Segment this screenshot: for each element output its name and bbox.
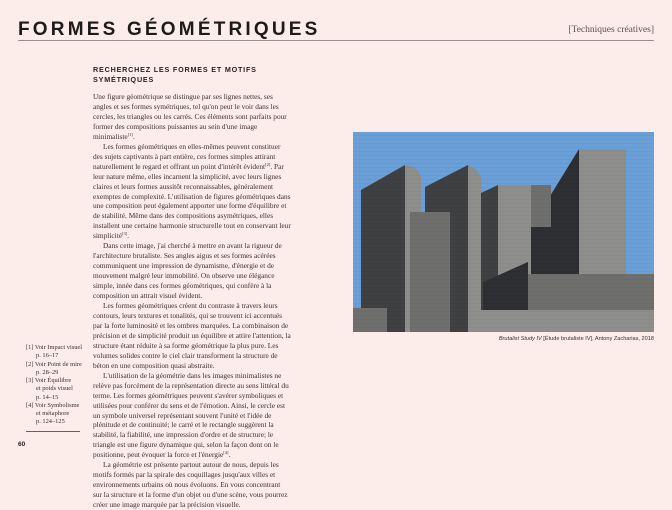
brutalist-architecture-illustration (353, 132, 654, 332)
caption-title: Brutalist Study IV (498, 336, 542, 342)
concrete-texture (353, 132, 654, 332)
page-number: 60 (18, 441, 26, 448)
footnote-label: [3] Voir Équilibre (26, 377, 72, 384)
header-rule (18, 40, 654, 41)
footnote-item (26, 361, 86, 378)
footnote-subtitle: et métaphore (36, 410, 70, 417)
article-subheading: RECHERCHEZ LES FORMES ET MOTIFS SYMÉTRIQUES (93, 65, 257, 84)
caption-credit: [Étude brutaliste IV], Antony Zacharias, 2018 (541, 336, 654, 342)
paragraph: Une figure géométrique se distingue par ses lignes nettes, ses angles et ses formes symétriques, tel qu'on peut le voir dans les cercles, les triangles ou les carrés. Ces éléments sont parfaits pour former des compositions puissantes au sein d'une image minimaliste[1]. (93, 92, 287, 141)
footnote-label: [4] Voir Symbolisme (26, 401, 80, 409)
paragraph-text: La géométrie est présente partout autour de nous, depuis les motifs formés par la spirale des coquillages jusqu'aux villes et environnements urbains où nous évoluons. En vous concentrant sur la structure et la forme d'un objet ou d'une scène, vous pourrez créer une image marquée par la précision visuelle. (93, 460, 288, 510)
paragraph-text: . (228, 450, 231, 460)
paragraph-text: Dans cette image, j'ai cherché à mettre en avant la rigueur de l'architecture brutaliste. Ses angles aigus et ses formes acérées communiquent une impression de dynamisme, d'énergie et de mouvement malgré leur immobilité. On observe une élégance simple, innée dans ces formes géométriques, qui confère à la composition un attrait visuel évident. (93, 241, 282, 301)
footnote-page: p. 124–125 (36, 418, 65, 426)
footnote-label: [2] Voir Point de mire (26, 360, 82, 368)
paragraph-text: . Par leur nature même, elles incarnent la simplicité, avec leurs lignes claires et leurs formes aussitôt reconnaissables, généralement exemptes de complexité. L'utilisation de figures géométriques dans une composition peut également apporter une forme d'équilibre et de stabilité. Même dans des compositions asymétriques, elles installent une certaine harmonie structurelle tout en conservant leur simplicité (93, 161, 291, 241)
footnote-page: p. 14–15 (36, 393, 59, 401)
paragraph-text: L'utilisation de la géométrie dans les images minimalistes ne relève pas forcément de la représentation directe au sens littéral du terme. Les formes géométriques peuvent s'avérer symboliques et utilisées pour conférer du sens et de l'émotion. Ainsi, le cercle est un symbole universel représentant souvent l'unité et l'idée de plénitude et de continuité; le carré et le rectangle suggèrent la stabilité, la fiabilité, une impression d'ordre et de structure; le triangle est une figure dynamique qui, selon la façon dont on le positionne, peut évoquer la force et l'énergie (93, 370, 289, 460)
paragraph-text: . (127, 231, 130, 241)
footnote-page: p. 28–29 (36, 368, 59, 376)
article-body (93, 92, 291, 510)
paragraph (93, 301, 291, 371)
paragraph (93, 142, 291, 242)
paragraph-text: Les formes géométriques créent du contraste à travers leurs contours, leurs textures et tonalités, qui se trouvent ici accentués par la forte luminosité et les ombres marquées. La combinaison de précision et de simplicité produit un équilibre et attire l'attention, la structure étant réduite à sa forme géométrique la plus pure. Les volumes solides contre le ciel clair transforment la structure de béton en une composition quasi abstraite. (93, 301, 291, 370)
footnote-ref: [3] (121, 231, 128, 237)
paragraph (93, 371, 291, 461)
footnote-subtitle: et poids visuel (36, 385, 73, 393)
footnote-ref: [1] (127, 131, 133, 137)
paragraph (93, 460, 291, 510)
paragraph-text: Une figure géométrique se distingue par ses lignes nettes, ses angles et ses formes symétriques, tel qu'on peut le voir dans les cercles, les triangles ou les carrés. Ces éléments sont parfaits pour former des compositions puissantes au sein d'une image minimaliste (93, 92, 287, 141)
footnote-ref: [4] (223, 450, 229, 456)
footnotes-list (26, 344, 86, 427)
footnote-rule (26, 431, 80, 432)
footnote-item (26, 377, 86, 402)
photo-caption (499, 336, 654, 342)
paragraph (93, 241, 291, 301)
footnote-ref: [2] (265, 161, 271, 167)
page-title: FORMES GÉOMÉTRIQUES (18, 19, 321, 40)
section-tag: [Techniques créatives] (568, 25, 654, 35)
paragraph-text: Les formes géométriques en elles-mêmes peuvent constituer des sujets captivants à part entière, ces formes simples attirant naturellement le regard et offrant un point d'intérêt évident (93, 141, 281, 171)
footnote-page: p. 16–17 (36, 352, 59, 360)
brutalist-photo (353, 132, 654, 332)
footnote-item (26, 344, 86, 361)
footnote-label: [1] Voir Impact visuel (26, 344, 83, 351)
footnote-item (26, 402, 86, 427)
